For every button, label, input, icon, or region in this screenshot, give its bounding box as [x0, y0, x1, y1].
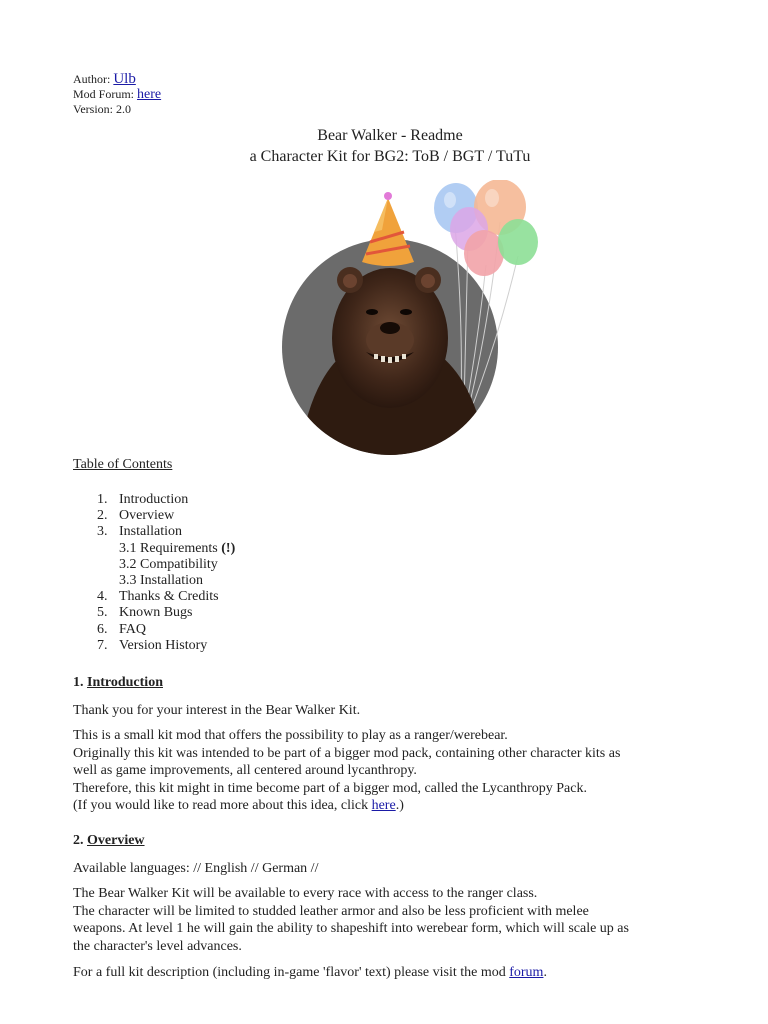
toc-item[interactable]: 1. Introduction	[97, 492, 189, 507]
page-title	[67, 125, 713, 167]
author-line	[73, 72, 713, 87]
bear-party-image	[278, 180, 548, 460]
toc-item[interactable]: 2. Overview	[97, 508, 175, 524]
title-line-2: a Character Kit for BG2: ToB / BGT / TuTu	[249, 148, 531, 165]
right-eye	[400, 309, 412, 315]
toc-item[interactable]: 6. FAQ	[97, 621, 146, 637]
overview-forum-para: For a full kit description (including in-game 'flavor' text) please visit the mod forum.	[73, 965, 547, 980]
toc-list	[97, 492, 235, 654]
toc-subitem[interactable]: 3.3 Installation	[119, 573, 203, 589]
version-line: Version: 2.0	[73, 102, 131, 116]
introduction-heading: 1. Introduction	[73, 675, 163, 690]
introduction-section	[73, 674, 713, 815]
author-link[interactable]: Ulb	[113, 71, 136, 87]
title-line-1: Bear Walker - Readme	[317, 127, 463, 144]
readme-page	[73, 71, 713, 980]
author-label: Author:	[73, 72, 111, 86]
forum-link[interactable]: here	[137, 87, 162, 102]
forum-label: Mod Forum:	[73, 87, 135, 101]
intro-para-2: This is a small kit mod that offers the possibility to play as a ranger/werebear. Originally this kit was intended to be part of a bigger mod pack, containing other character kits as well as game improvements, all centered around lycanthropy. Therefore, this kit might in time become part of a bigger mod, called the Lycanthropy Pack. (If you would like to read more about this idea, click here.)	[73, 728, 621, 813]
intro-para-1: Thank you for your interest in the Bear Walker Kit.	[73, 702, 361, 718]
lycanthropy-idea-link[interactable]: here	[371, 798, 396, 813]
forum-line	[73, 87, 713, 102]
party-hat	[362, 192, 414, 266]
meta-block	[73, 72, 713, 117]
overview-heading: 2. Overview	[73, 833, 145, 848]
nose	[380, 322, 400, 334]
toc-item[interactable]: 7. Version History	[97, 637, 208, 653]
toc-item[interactable]: 3. Installation	[97, 524, 182, 540]
toc-subitem[interactable]: 3.2 Compatibility	[119, 556, 218, 572]
toc-item[interactable]: 4. Thanks & Credits	[97, 589, 219, 605]
toc-subitem[interactable]: 3.1 Requirements (!)	[119, 540, 236, 556]
overview-para: The Bear Walker Kit will be available to every race with access to the ranger class. The character will be limited to studded leather armor and also be less proficient with melee weapons. At level 1 he will gain the ability to shapeshift into werebear form, which will scale up as the character's level advances.	[73, 886, 629, 954]
forum-link-bottom[interactable]: forum	[509, 965, 544, 980]
overview-languages: Available languages: // English // German //	[73, 860, 319, 876]
overview-section	[73, 832, 713, 982]
bear-illustration	[278, 180, 548, 460]
toc-heading: Table of Contents	[73, 457, 173, 472]
toc-item[interactable]: 5. Known Bugs	[97, 605, 193, 621]
left-eye	[366, 309, 378, 315]
